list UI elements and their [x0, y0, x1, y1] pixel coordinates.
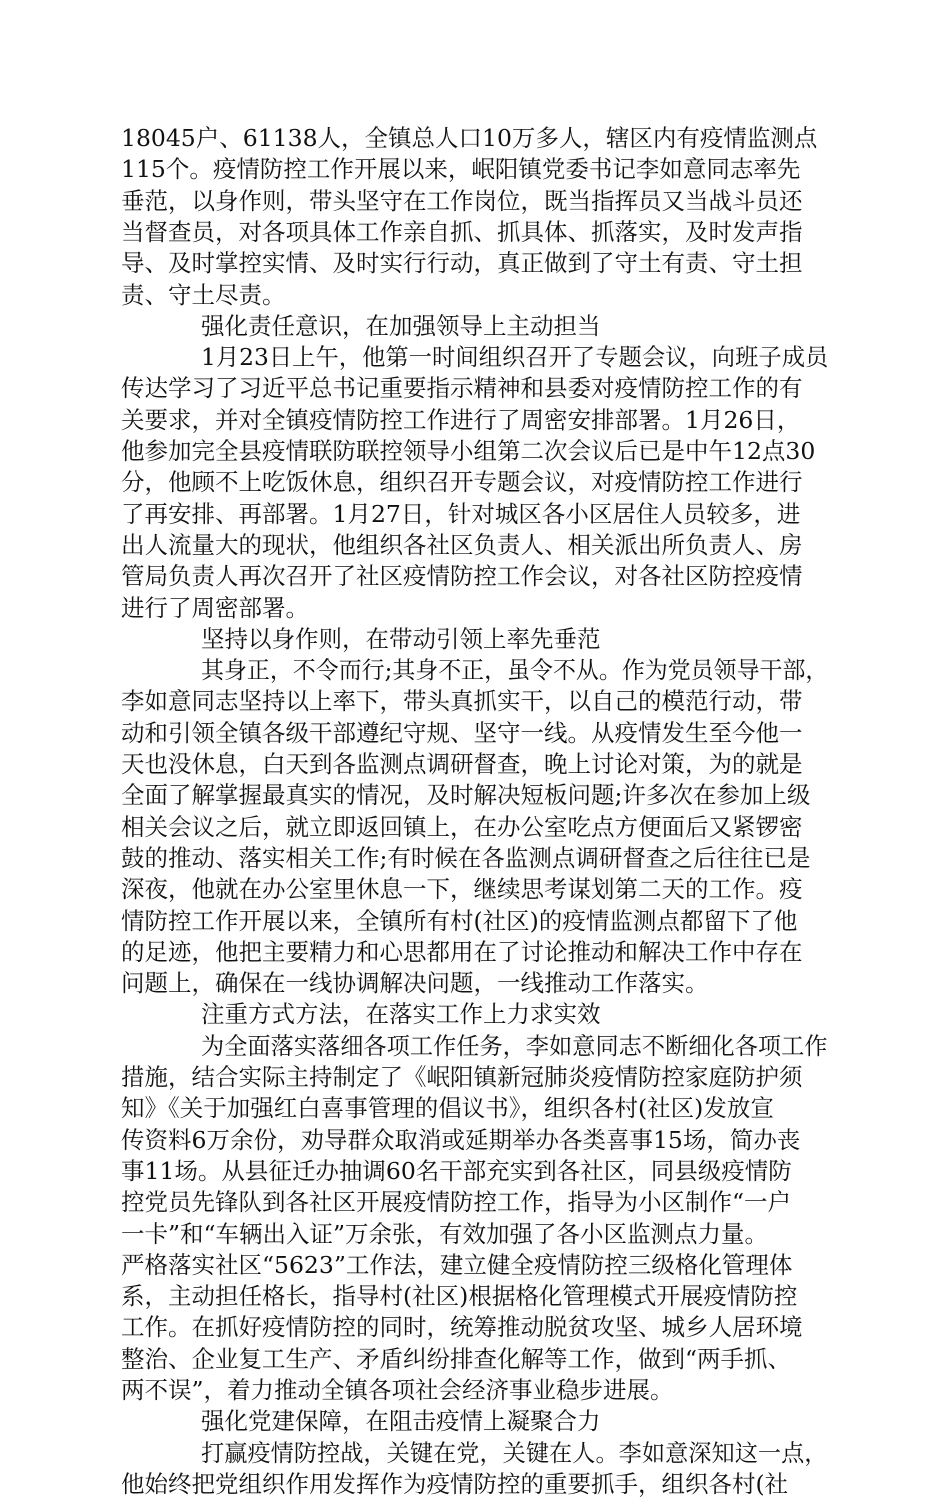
text-line: 相关会议之后，就立即返回镇上，在办公室吃点方便面后又紧锣密	[121, 812, 803, 841]
paragraph-start-line: 其身正，不令而行;其身不正，虽令不从。作为党员领导干部，	[201, 656, 829, 685]
text-line: 动和引领全镇各级干部遵纪守规、坚守一线。从疫情发生至今他一	[121, 718, 803, 747]
text-line: 关要求，并对全镇疫情防控工作进行了周密安排部署。1月26日，	[121, 405, 801, 434]
text-line: 全面了解掌握最真实的情况，及时解决短板问题;许多次在参加上级	[121, 781, 811, 810]
text-line: 导、及时掌控实情、及时实行行动，真正做到了守土有责、守土担	[121, 249, 803, 278]
text-line: 垂范，以身作则，带头坚守在工作岗位，既当指挥员又当战斗员还	[121, 186, 803, 215]
text-line: 天也没休息，白天到各监测点调研督查，晚上讨论对策，为的就是	[121, 750, 803, 778]
paragraph-start-line: 打赢疫情防控战，关键在党，关键在人。李如意深知这一点，	[201, 1438, 828, 1467]
text-line: 工作。在抓好疫情防控的同时，统筹推动脱贫攻坚、城乡人居环境	[121, 1313, 803, 1342]
text-line: 责、守土尽责。	[121, 280, 286, 309]
paragraph-start-line: 坚持以身作则，在带动引领上率先垂范	[201, 624, 601, 653]
text-line: 分，他顾不上吃饭休息，组织召开专题会议，对疫情防控工作进行	[121, 468, 803, 497]
paragraph-start-line: 强化责任意识，在加强领导上主动担当	[201, 311, 601, 340]
text-line: 李如意同志坚持以上率下，带头真抓实干，以自己的模范行动，带	[121, 687, 803, 716]
paragraph-start-line: 1月23日上午，他第一时间组织召开了专题会议，向班子成员	[201, 343, 829, 372]
text-line: 的足迹，他把主要精力和心思都用在了讨论推动和解决工作中存在	[121, 937, 803, 966]
text-line: 他参加完全县疫情联防联控领导小组第二次会议后已是中午12点30	[121, 437, 816, 465]
text-line: 情防控工作开展以来，全镇所有村(社区)的疫情监测点都留下了他	[121, 906, 798, 935]
text-line: 深夜，他就在办公室里休息一下，继续思考谋划第二天的工作。疫	[121, 875, 803, 904]
text-line: 18045户、61138人，全镇总人口10万多人，辖区内有疫情监测点	[121, 124, 818, 152]
text-line: 了再安排、再部署。1月27日，针对城区各小区居住人员较多，进	[121, 499, 801, 528]
paragraph-start-line: 强化党建保障，在阻击疫情上凝聚合力	[201, 1407, 601, 1436]
text-line: 传达学习了习近平总书记重要指示精神和县委对疫情防控工作的有	[121, 374, 803, 403]
text-line: 一卡”和“车辆出入证”万余张，有效加强了各小区监测点力量。	[121, 1219, 769, 1248]
text-line: 鼓的推动、落实相关工作;有时候在各监测点调研督查之后往往已是	[121, 843, 811, 872]
text-line: 系，主动担任格长，指导村(社区)根据格化管理模式开展疫情防控	[121, 1282, 798, 1311]
text-line: 当督查员，对各项具体工作亲自抓、抓具体、抓落实，及时发声指	[121, 217, 803, 246]
text-line: 整治、企业复工生产、矛盾纠纷排查化解等工作，做到“两手抓、	[121, 1344, 792, 1373]
text-line: 措施，结合实际主持制定了《岷阳镇新冠肺炎疫情防控家庭防护须	[121, 1063, 803, 1091]
text-line: 进行了周密部署。	[121, 593, 309, 622]
text-line: 问题上，确保在一线协调解决问题，一线推动工作落实。	[121, 969, 709, 998]
text-line: 事11场。从县征迁办抽调60名干部充实到各社区，同县级疫情防	[121, 1156, 792, 1185]
text-line: 他始终把党组织作用发挥作为疫情防控的重要抓手，组织各村(社	[121, 1469, 789, 1498]
text-line: 传资料6万余份，劝导群众取消或延期举办各类喜事15场，简办丧	[121, 1125, 801, 1154]
paragraph-start-line: 注重方式方法，在落实工作上力求实效	[201, 1000, 601, 1029]
text-line: 出人流量大的现状，他组织各社区负责人、相关派出所负责人、房	[121, 530, 803, 559]
paragraph-start-line: 为全面落实落细各项工作任务，李如意同志不断细化各项工作	[201, 1031, 828, 1060]
text-line: 两不误”，着力推动全镇各项社会经济事业稳步进展。	[121, 1376, 674, 1404]
text-line: 115个。疫情防控工作开展以来，岷阳镇党委书记李如意同志率先	[121, 155, 801, 184]
text-line: 管局负责人再次召开了社区疫情防控工作会议，对各社区防控疫情	[121, 562, 803, 591]
text-line: 知》《关于加强红白喜事管理的倡议书》，组织各村(社区)发放宣	[121, 1094, 774, 1123]
text-line: 控党员先锋队到各社区开展疫情防控工作，指导为小区制作“一户	[121, 1188, 792, 1217]
text-line: 严格落实社区“5623”工作法，建立健全疫情防控三级格化管理体	[121, 1250, 793, 1279]
